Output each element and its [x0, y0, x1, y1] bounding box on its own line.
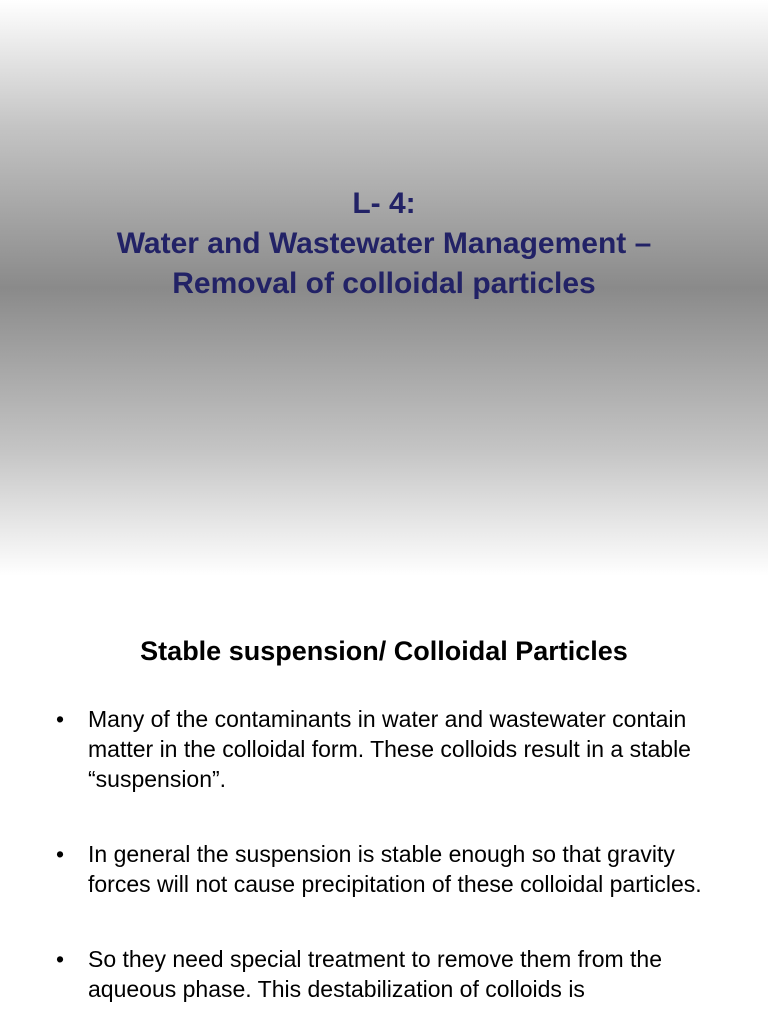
bullet-icon: •	[56, 841, 65, 867]
bullet-text: In general the suspension is stable enough so that gravity forces will not cause precipitation of these colloidal particles.	[88, 841, 702, 897]
slide-title	[0, 184, 768, 304]
title-line-1: Water and Wastewater Management –	[116, 227, 652, 260]
bullet-icon: •	[56, 706, 65, 732]
bullet-icon: •	[56, 946, 65, 972]
content-heading: Stable suspension/ Colloidal Particles	[140, 636, 628, 666]
bullet-item	[56, 944, 716, 1004]
title-line-2: Removal of colloidal particles	[172, 267, 596, 300]
bullet-item	[56, 704, 716, 794]
lecture-number: L- 4:	[352, 187, 416, 220]
bullet-text: So they need special treatment to remove them from the aqueous phase. This destabilization of colloids is	[88, 946, 663, 1002]
bullet-list	[56, 704, 716, 1024]
bullet-item	[56, 839, 716, 899]
bullet-text: Many of the contaminants in water and wastewater contain matter in the colloidal form. These colloids result in a stable “suspension”.	[88, 706, 691, 792]
